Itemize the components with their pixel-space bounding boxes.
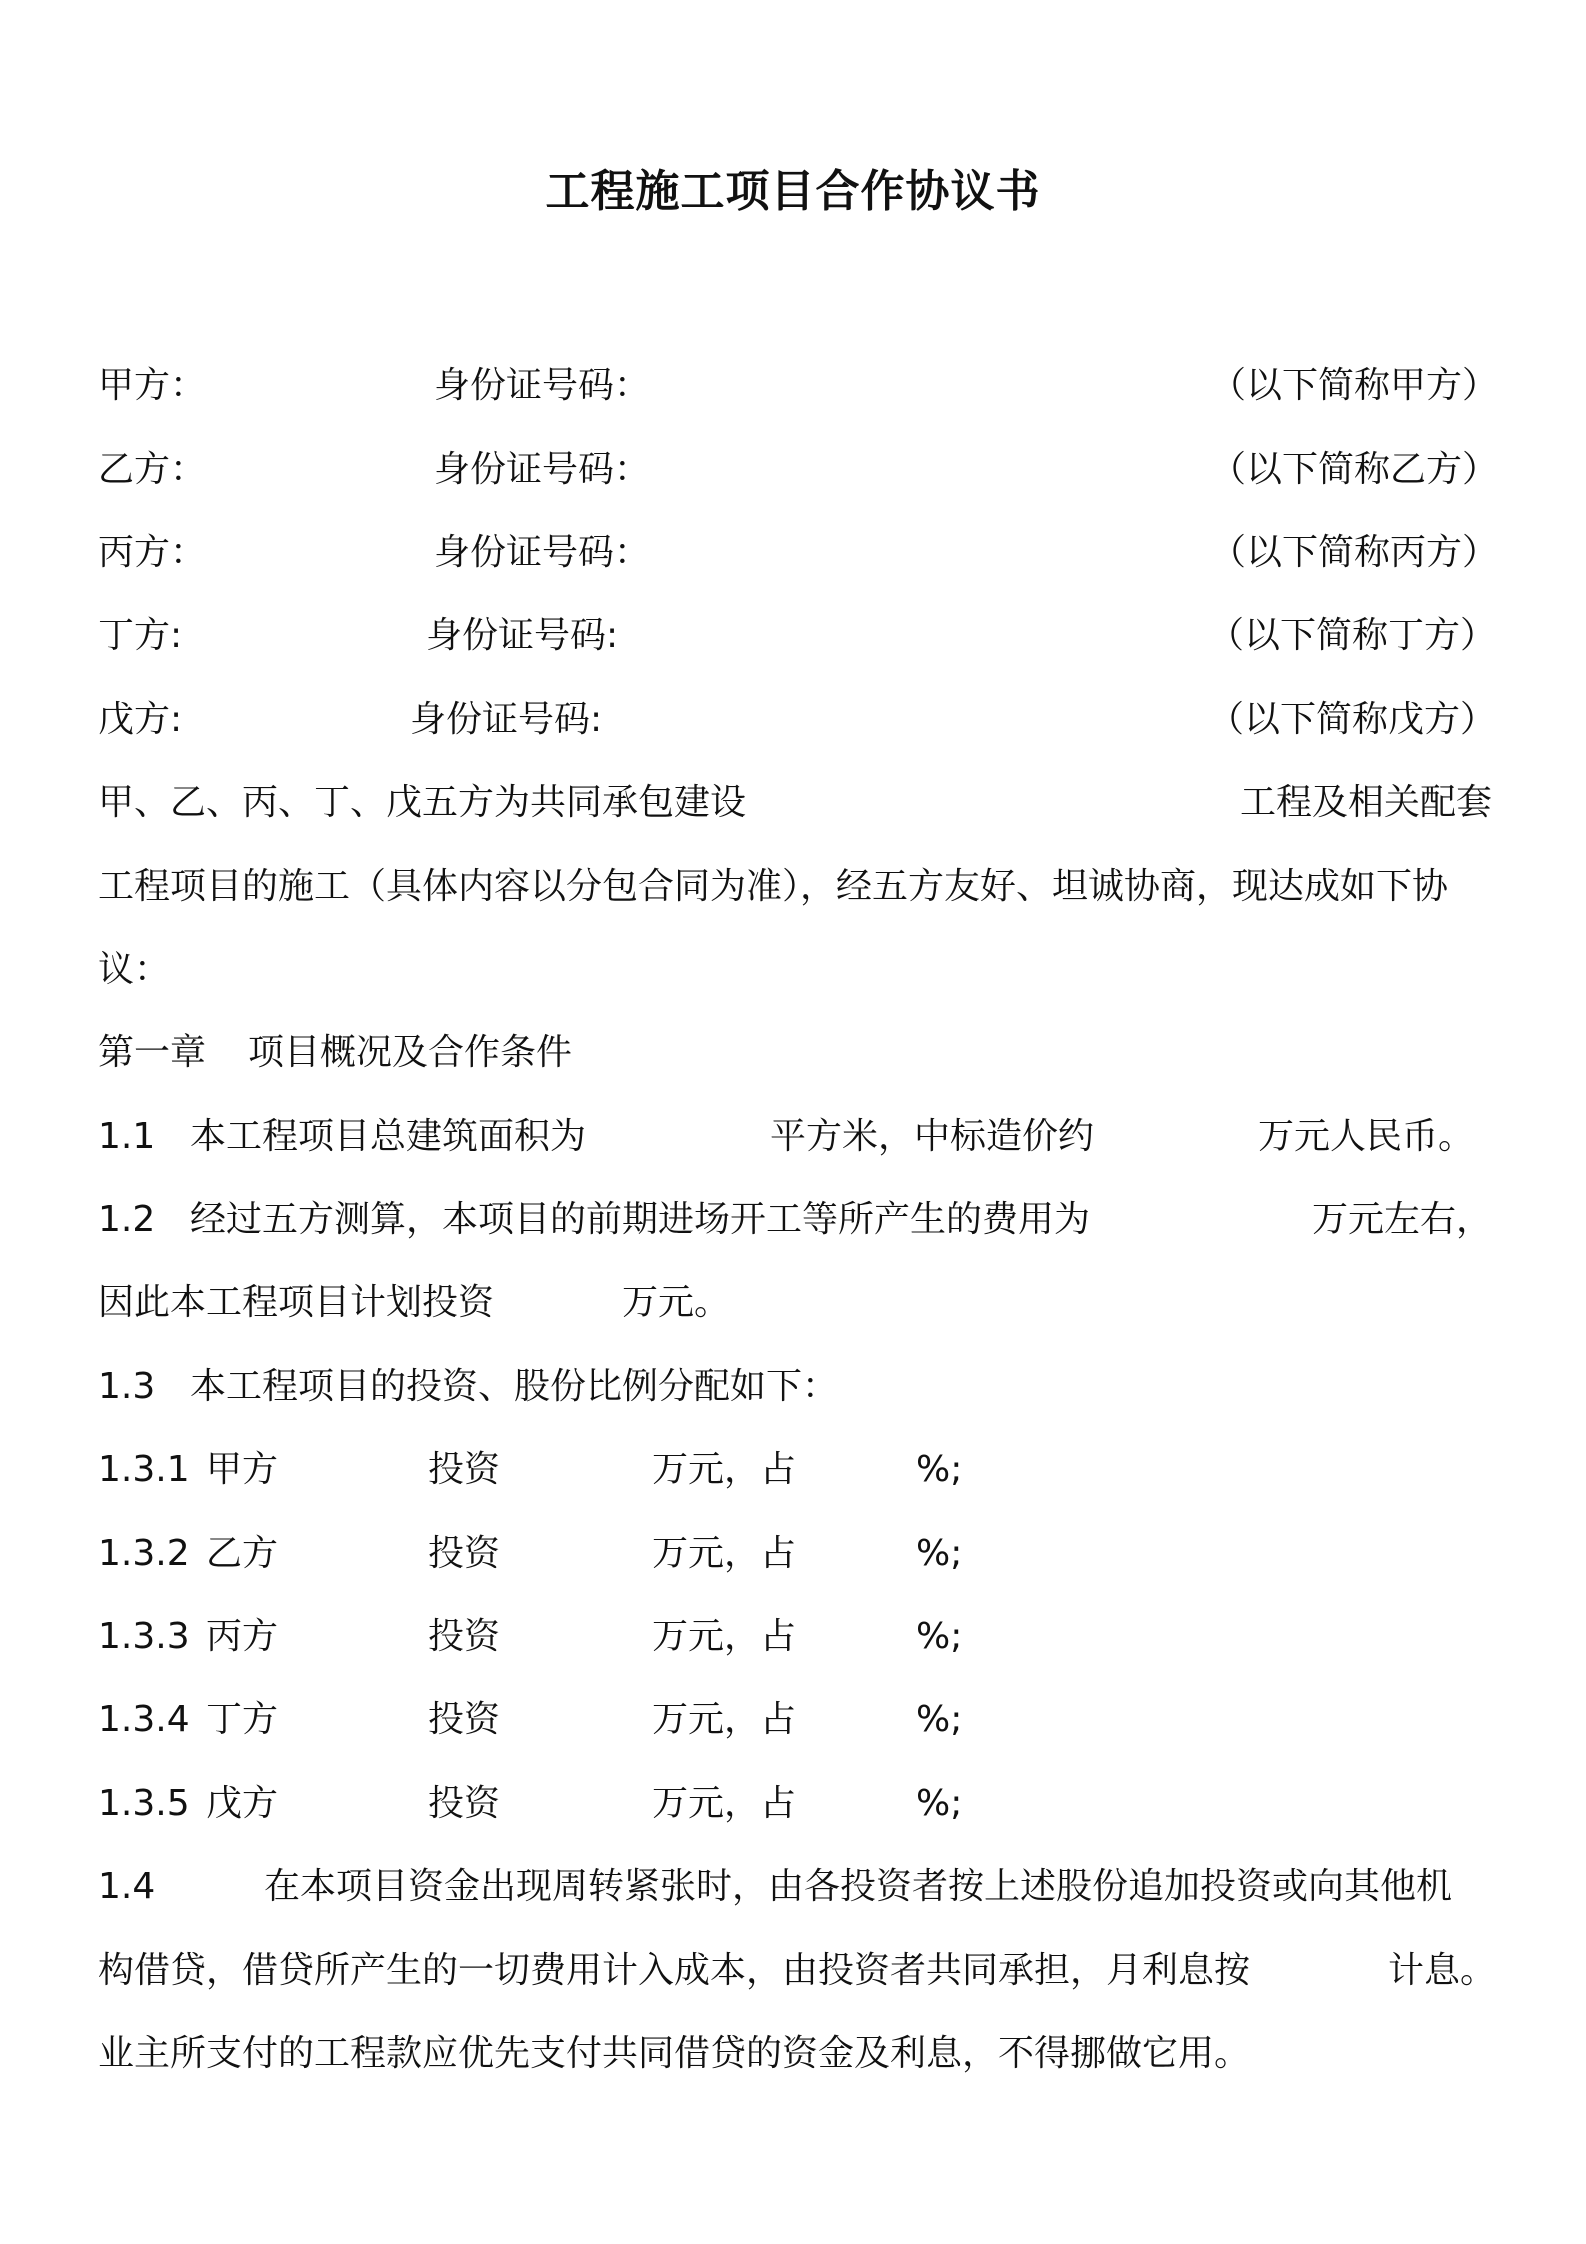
allocation-pct: %; <box>916 1449 963 1490</box>
clause-number: 1.2 <box>98 1199 156 1240</box>
allocation-party: 丙方 <box>206 1616 279 1657</box>
party-alias: （以下简称丙方） <box>1210 532 1499 573</box>
clause-text: 万元。 <box>622 1282 731 1323</box>
party-alias: （以下简称丁方） <box>1208 615 1497 656</box>
party-id-label: 身份证号码： <box>434 532 651 573</box>
party-alias: （以下简称甲方） <box>1210 365 1499 406</box>
allocation-unit: 万元，占 <box>652 1449 797 1490</box>
allocation-unit: 万元，占 <box>652 1699 797 1740</box>
allocation-party: 乙方 <box>206 1533 279 1574</box>
allocation-invest: 投资 <box>428 1783 501 1824</box>
party-alias: （以下简称乙方） <box>1210 449 1499 490</box>
allocation-party: 戊方 <box>206 1783 279 1824</box>
clause-text: 构借贷，借贷所产生的一切费用计入成本，由投资者共同承担，月利息按 <box>98 1950 1251 1991</box>
allocation-unit: 万元，占 <box>652 1616 797 1657</box>
clause-text: 万元人民币。 <box>1258 1116 1475 1157</box>
party-id-label: 身份证号码： <box>434 365 651 406</box>
allocation-invest: 投资 <box>428 1699 501 1740</box>
clause-text: 因此本工程项目计划投资 <box>98 1282 495 1323</box>
clause-number: 1.3 <box>98 1366 156 1407</box>
allocation-pct: %; <box>916 1533 963 1574</box>
allocation-number: 1.3.5 <box>98 1783 190 1824</box>
allocation-pct: %; <box>916 1699 963 1740</box>
party-label: 乙方： <box>98 449 207 490</box>
allocation-number: 1.3.4 <box>98 1699 190 1740</box>
chapter-number: 第一章 <box>98 1032 207 1073</box>
allocation-party: 丁方 <box>206 1699 279 1740</box>
allocation-number: 1.3.2 <box>98 1533 190 1574</box>
allocation-number: 1.3.1 <box>98 1449 190 1490</box>
clause-text: 平方米，中标造价约 <box>770 1116 1095 1157</box>
allocation-invest: 投资 <box>428 1616 501 1657</box>
party-label: 丁方: <box>98 615 183 656</box>
allocation-unit: 万元，占 <box>652 1533 797 1574</box>
clause-number: 1.4 <box>98 1866 156 1907</box>
clause-text: 经过五方测算，本项目的前期进场开工等所产生的费用为 <box>190 1199 1091 1240</box>
allocation-number: 1.3.3 <box>98 1616 190 1657</box>
chapter-title: 项目概况及合作条件 <box>248 1032 573 1073</box>
intro-line-2: 工程项目的施工（具体内容以分包合同为准），经五方友好、坦诚协商，现达成如下协 <box>98 866 1449 907</box>
party-label: 戊方: <box>98 699 183 740</box>
allocation-unit: 万元，占 <box>652 1783 797 1824</box>
party-id-label: 身份证号码: <box>410 699 603 740</box>
clause-text: 本工程项目的投资、股份比例分配如下： <box>190 1366 839 1407</box>
clause-1-4-end: 业主所支付的工程款应优先支付共同借贷的资金及利息，不得挪做它用。 <box>98 2033 1251 2074</box>
party-id-label: 身份证号码: <box>426 615 619 656</box>
allocation-pct: %; <box>916 1783 963 1824</box>
intro-text: 甲、乙、丙、丁、戊五方为共同承包建设 <box>98 782 747 823</box>
party-id-label: 身份证号码： <box>434 449 651 490</box>
allocation-invest: 投资 <box>428 1533 501 1574</box>
party-label: 甲方： <box>98 365 207 406</box>
party-label: 丙方： <box>98 532 207 573</box>
allocation-pct: %; <box>916 1616 963 1657</box>
allocation-party: 甲方 <box>206 1449 279 1490</box>
clause-number: 1.1 <box>98 1116 156 1157</box>
document-title: 工程施工项目合作协议书 <box>545 166 1041 217</box>
intro-line-3: 议： <box>98 949 171 990</box>
clause-text: 本工程项目总建筑面积为 <box>190 1116 587 1157</box>
party-alias: （以下简称戊方） <box>1208 699 1497 740</box>
clause-text: 计息。 <box>1388 1950 1497 1991</box>
intro-text: 工程及相关配套 <box>1240 782 1493 823</box>
allocation-invest: 投资 <box>428 1449 501 1490</box>
clause-text: 在本项目资金出现周转紧张时，由各投资者按上述股份追加投资或向其他机 <box>264 1866 1453 1907</box>
clause-text: 万元左右， <box>1312 1199 1493 1240</box>
